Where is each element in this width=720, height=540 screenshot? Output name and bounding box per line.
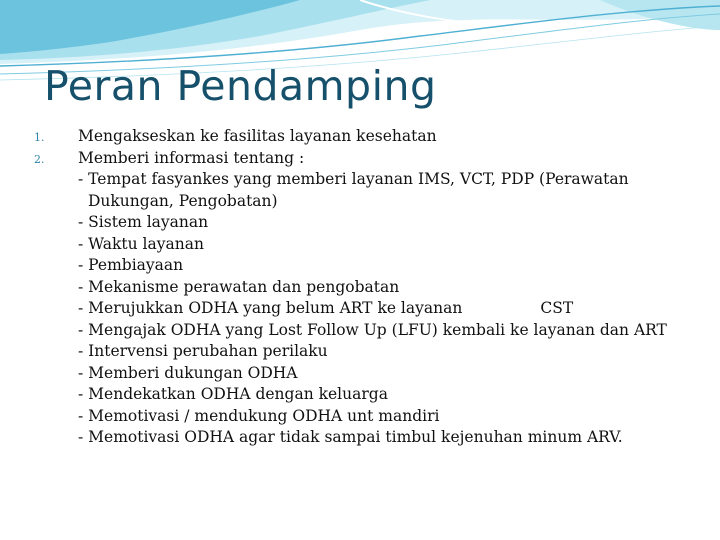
sub-item bbox=[0, 212, 720, 234]
sub-item bbox=[0, 427, 720, 449]
sub-item bbox=[0, 320, 720, 342]
sub-item bbox=[0, 255, 720, 277]
sub-item bbox=[0, 363, 720, 385]
sub-item bbox=[0, 341, 720, 363]
sub-item-text: Dukungan, Pengobatan) bbox=[88, 191, 278, 210]
sub-item bbox=[0, 277, 720, 299]
sub-item-text: - Memotivasi ODHA agar tidak sampai timbul kejenuhan minum ARV. bbox=[78, 428, 623, 446]
slide-title: Peran Pendamping bbox=[44, 62, 437, 110]
sub-item-continuation bbox=[0, 191, 720, 213]
sub-item-text: - Intervensi perubahan perilaku bbox=[78, 342, 328, 360]
sub-item bbox=[0, 234, 720, 256]
sub-item-text: - Memberi dukungan ODHA bbox=[78, 363, 298, 382]
sub-item bbox=[0, 169, 720, 191]
sub-item-text-tail: CST bbox=[540, 299, 574, 317]
sub-item-text: - Merujukkan ODHA yang belum ART ke layanan bbox=[78, 299, 463, 317]
item-number: 1. bbox=[34, 131, 45, 144]
list-item bbox=[0, 148, 720, 170]
item-number: 2. bbox=[34, 152, 45, 166]
sub-item bbox=[0, 384, 720, 406]
sub-item-text: - Mengajak ODHA yang Lost Follow Up (LFU) kembali ke layanan dan ART bbox=[78, 320, 667, 339]
list-item bbox=[0, 126, 720, 148]
sub-item-text: - Waktu layanan bbox=[78, 234, 204, 253]
sub-item-text-line bbox=[78, 298, 573, 320]
item-text: Mengakseskan ke fasilitas layanan kesehatan bbox=[78, 127, 437, 145]
sub-item-text: - Pembiayaan bbox=[78, 256, 184, 274]
content-list bbox=[0, 126, 720, 449]
sub-item bbox=[0, 298, 720, 320]
sub-item-text: - Sistem layanan bbox=[78, 213, 209, 231]
sub-item-text: - Mekanisme perawatan dan pengobatan bbox=[78, 277, 400, 296]
item-text: Memberi informasi tentang : bbox=[78, 148, 305, 167]
sub-item-text: - Mendekatkan ODHA dengan keluarga bbox=[78, 385, 388, 403]
sub-item bbox=[0, 406, 720, 428]
sub-item-text: - Memotivasi / mendukung ODHA unt mandiri bbox=[78, 406, 440, 425]
sub-item-text: - Tempat fasyankes yang memberi layanan IMS, VCT, PDP (Perawatan bbox=[78, 170, 629, 188]
